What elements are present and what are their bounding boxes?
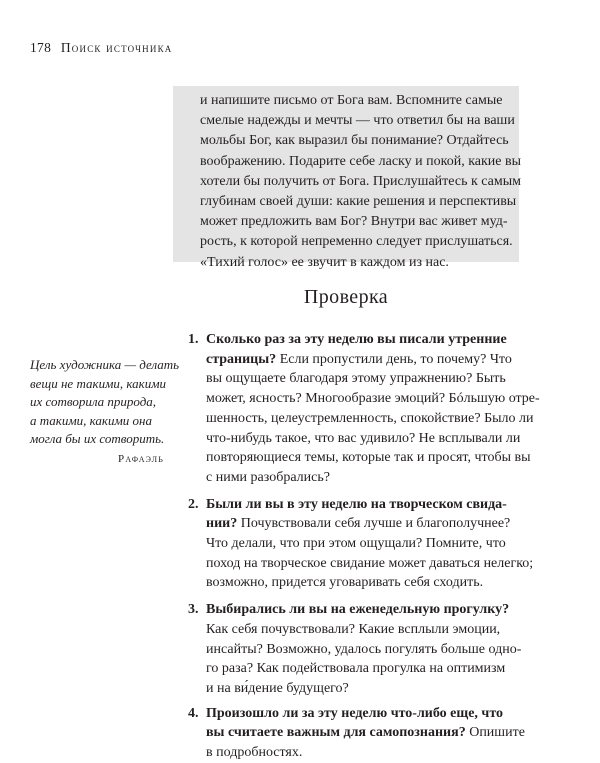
- box-line: хотели бы получить от Бога. Прислушайтесь к самым: [200, 173, 521, 189]
- section-title: Проверка: [303, 286, 389, 308]
- item-line: с ними разобрались?: [206, 469, 330, 485]
- item-line: го раза? Как подействовала прогулка на оптимизм: [206, 661, 506, 677]
- checklist-item: [188, 495, 534, 594]
- item-line: инсайты? Возможно, удалось погулять больше одно-: [206, 641, 522, 657]
- item-line: что-нибудь такое, что вас удивило? Не всплывали ли: [206, 430, 521, 446]
- item-text: Почувствовали себя лучше и благополучнее?: [237, 516, 511, 532]
- item-line: повторяющиеся темы, которые так и просят, чтобы вы: [206, 450, 531, 466]
- item-line: поход на творческое свидание может даваться нелегко;: [206, 555, 534, 571]
- item-line: в подробностях.: [206, 745, 303, 761]
- item-question: Были ли вы в эту неделю на творческом свида-: [206, 496, 507, 512]
- item-line: Как себя почувствовали? Какие всплыли эмоции,: [206, 621, 501, 637]
- item-line: может, ясность? Многообразие эмоций? Бóльшую отре-: [206, 391, 540, 407]
- item-text: Опишите: [465, 725, 525, 741]
- quote-line: их сотворила природа,: [30, 394, 157, 410]
- item-line: возможно, придется уговаривать себя сходить.: [206, 575, 484, 591]
- exercise-box-text: [200, 91, 522, 273]
- quote-line: Цель художника — делать: [30, 357, 180, 372]
- quote-attribution: Рафаэль: [118, 452, 164, 465]
- checklist: [188, 330, 540, 763]
- checklist-item: [188, 600, 528, 699]
- item-number: 2.: [188, 496, 199, 512]
- box-line: «Тихий голос» ее звучит в каждом из нас.: [200, 254, 449, 270]
- box-line: может предложить вам Бог? Внутри вас живет муд-: [200, 214, 508, 230]
- item-question: вы считаете важным для самопознания?: [206, 725, 466, 741]
- item-line: [206, 600, 528, 620]
- item-question: Выбирались ли вы на еженедельную прогулку?: [206, 602, 510, 618]
- box-line: рость, к которой непременно следует прислушаться.: [200, 234, 513, 250]
- item-line: и на ви́дение будущего?: [206, 680, 349, 696]
- quote-line: вещи не такими, какими: [30, 375, 167, 391]
- item-question: нии?: [206, 516, 238, 532]
- item-number: 1.: [188, 332, 199, 347]
- checklist-item: [188, 704, 528, 763]
- item-question: Сколько раз за эту неделю вы писали утренние: [206, 332, 507, 347]
- item-line: Что делали, что при этом ощущали? Помните, что: [206, 536, 506, 552]
- page-number: 178: [30, 40, 52, 55]
- item-line: [206, 723, 528, 743]
- item-question: Произошло ли за эту неделю что-либо еще, что: [206, 705, 504, 721]
- item-line: [206, 495, 528, 515]
- item-number: 3.: [188, 602, 199, 618]
- box-line: глубинам своей души: какие решения и перспективы: [200, 194, 517, 210]
- box-line: мольбы Бог, как выразил бы понимание? Отдайтесь: [200, 133, 509, 149]
- box-line: воображению. Подарите себе ласку и покой, какие вы: [200, 153, 522, 169]
- item-text: Если пропустили день, то почему? Что: [276, 351, 512, 367]
- quote-line: могла бы их сотворить.: [30, 431, 165, 447]
- item-line: [206, 350, 528, 370]
- box-line: и напишите письмо от Бога вам. Вспомните самые: [200, 93, 503, 108]
- sidebar-quote: [30, 356, 190, 469]
- checklist-item: [188, 330, 540, 488]
- item-number: 4.: [188, 705, 199, 721]
- item-line: [206, 330, 528, 350]
- quote-line: а такими, какими она: [30, 412, 153, 428]
- item-line: вы ощущаете благодаря этому упражнению? Быть: [206, 371, 506, 387]
- item-question: страницы?: [206, 351, 277, 367]
- running-header: [30, 40, 172, 56]
- box-line: смелые надежды и мечты — что ответил бы на ваши: [200, 113, 515, 129]
- chapter-title: Поиск источника: [60, 40, 173, 55]
- item-line: шенность, целеустремленность, спокойствие? Было ли: [206, 410, 534, 426]
- item-line: [206, 514, 528, 534]
- item-line: [206, 704, 528, 724]
